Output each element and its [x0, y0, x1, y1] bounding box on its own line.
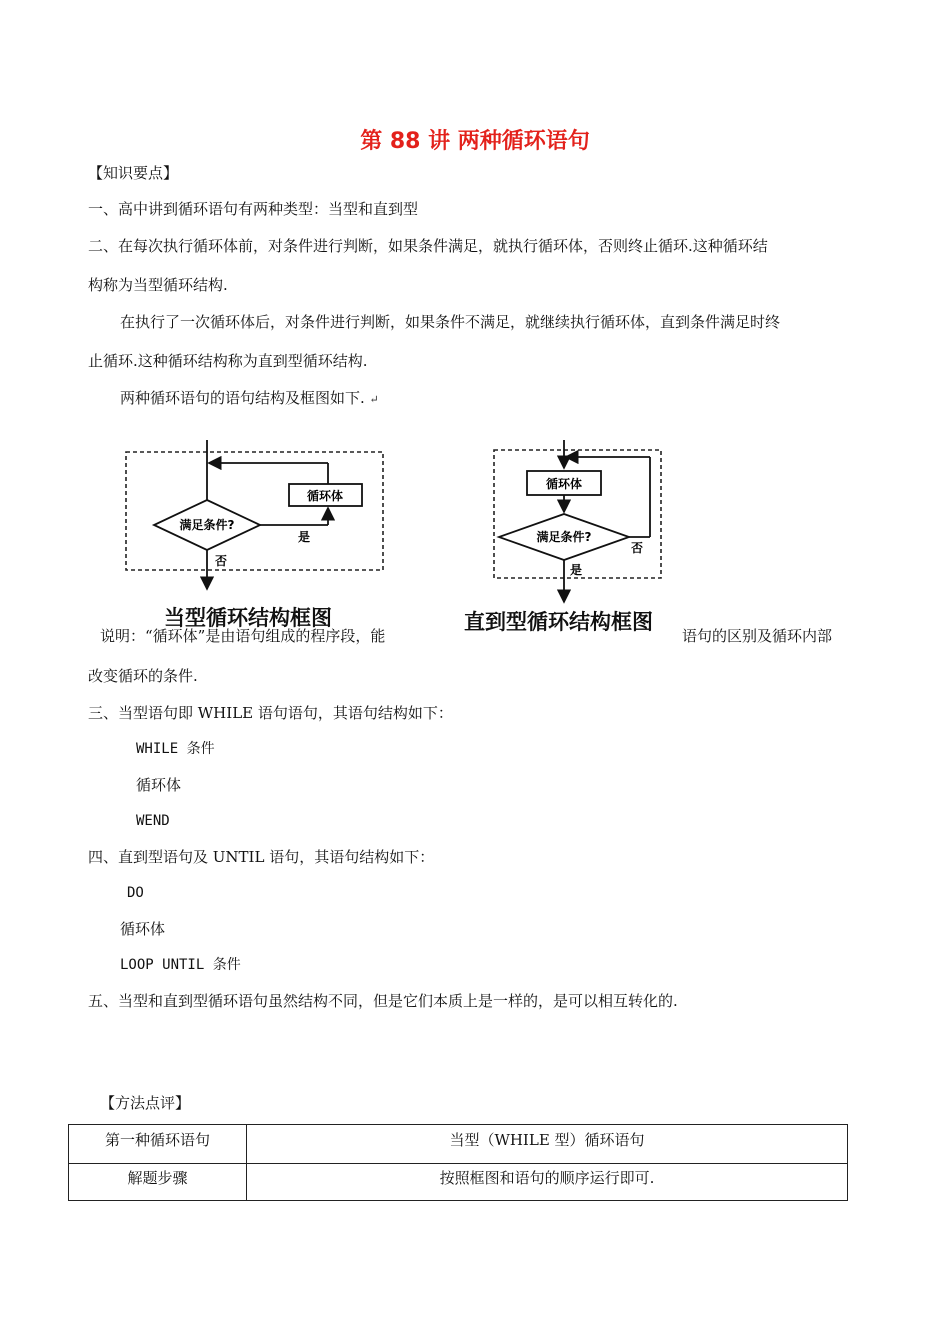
- loop-until-statement: LOOP UNTIL 条件: [120, 957, 241, 973]
- until-caption: 直到型循环结构框图: [460, 606, 657, 636]
- until-no-label: 否: [631, 541, 644, 555]
- while-no-label: 否: [215, 554, 228, 568]
- method-table: [68, 1124, 848, 1201]
- paragraph-4: [120, 388, 379, 410]
- table-cell: [69, 1125, 247, 1164]
- until-body-label: 循环体: [545, 477, 583, 491]
- until-loop-flowchart: [482, 436, 672, 611]
- note-line-2: 改变循环的条件.: [88, 667, 198, 685]
- wend-statement: WEND: [136, 813, 170, 829]
- table-cell: [247, 1164, 848, 1201]
- paragraph-7: 五、当型和直到型循环语句虽然结构不同，但是它们本质上是一样的，是可以相互转化的.: [88, 992, 678, 1010]
- method-heading: 【方法点评】: [100, 1094, 191, 1112]
- table-row: [69, 1125, 848, 1164]
- while-statement-line: WHILE 条件: [136, 741, 215, 757]
- table-cell: [69, 1164, 247, 1201]
- paragraph-6: 四、直到型语句及 UNTIL 语句，其语句结构如下：: [88, 848, 435, 866]
- note-left: 说明：“循环体”是由语句组成的程序段，能: [100, 627, 386, 645]
- paragraph-mark-icon: ↵: [369, 393, 379, 406]
- until-condition-label: 满足条件?: [536, 530, 592, 544]
- while-caption: 当型循环结构框图: [164, 606, 332, 630]
- while-body-label: 循环体: [306, 489, 344, 503]
- paragraph-4-text: 两种循环语句的语句结构及框图如下.: [120, 389, 370, 407]
- while-condition-label: 满足条件?: [179, 518, 235, 532]
- cell-text: 第一种循环语句: [104, 1131, 210, 1149]
- note-right: 语句的区别及循环内部: [682, 627, 833, 645]
- table-row: [69, 1164, 848, 1201]
- paragraph-2-line-1: 二、在每次执行循环体前，对条件进行判断，如果条件满足，就执行循环体，否则终止循环.这种循环结: [88, 237, 768, 255]
- paragraph-2-line-2: 构称为当型循环结构.: [88, 276, 228, 294]
- while-yes-label: 是: [298, 530, 311, 544]
- cell-text: 解题步骤: [127, 1169, 188, 1187]
- paragraph-1: 一、高中讲到循环语句有两种类型：当型和直到型: [88, 200, 419, 218]
- paragraph-5: 三、当型语句即 WHILE 语句语句，其语句结构如下：: [88, 704, 453, 722]
- paragraph-3-line-1: 在执行了一次循环体后，对条件进行判断，如果条件不满足，就继续执行循环体，直到条件满足时终: [120, 313, 781, 331]
- cell-text: 当型（WHILE 型）循环语句: [449, 1131, 645, 1149]
- knowledge-heading: 【知识要点】: [88, 164, 179, 182]
- table-cell: [247, 1125, 848, 1164]
- do-statement: DO: [127, 885, 144, 901]
- page-title: 第 88 讲 两种循环语句: [360, 129, 590, 154]
- cell-text: 按照框图和语句的顺序运行即可.: [439, 1169, 655, 1187]
- paragraph-3-line-2: 止循环.这种循环结构称为直到型循环结构.: [88, 352, 368, 370]
- until-yes-label: 是: [570, 563, 583, 577]
- while-body-statement: 循环体: [136, 776, 182, 794]
- until-dashed-border: [494, 450, 661, 578]
- while-dashed-border: [126, 452, 383, 570]
- until-body-statement: 循环体: [120, 920, 166, 938]
